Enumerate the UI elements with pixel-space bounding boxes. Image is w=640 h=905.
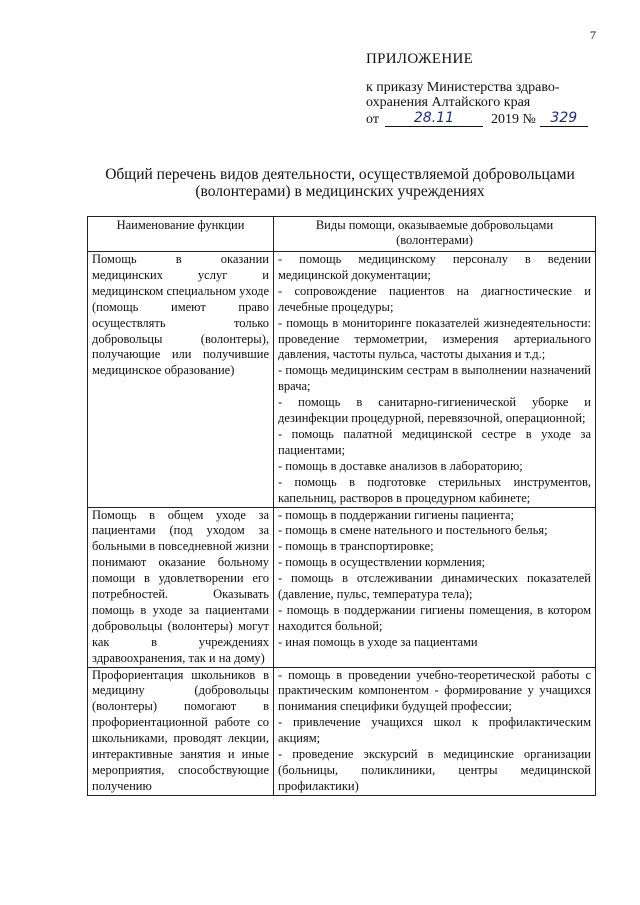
- appendix-line-1: к приказу Министерства здраво-: [366, 80, 560, 95]
- help-item: - проведение экскурсий в медицинские организации (больницы, поликлиники, центры медицинской профилактики): [278, 747, 591, 793]
- help-item: - помощь в поддержании гигиены пациента;: [278, 507, 514, 522]
- help-item: - привлечение учащихся школ к профилактическим акциям;: [278, 715, 591, 746]
- help-list-cell: [274, 252, 596, 508]
- appendix-title: ПРИЛОЖЕНИЕ: [366, 51, 474, 67]
- help-item: - помощь в осуществлении кормления;: [278, 555, 486, 570]
- help-item: - помощь в транспортировке;: [278, 539, 434, 554]
- order-date-handwritten: 28.11: [413, 110, 454, 126]
- order-number-field: [540, 111, 588, 127]
- help-item: - помощь в проведении учебно-теоретической работы с практическим компонентом - формирование у учащихся понимания специфики будущей профессии;: [278, 667, 591, 714]
- activities-table: [87, 216, 596, 796]
- table-row: [88, 667, 596, 795]
- document-title: [90, 166, 590, 200]
- help-item: - помощь в мониторинге показателей жизнедеятельности: проведение термометрии, измерения артериального давления, частоты пульса, частоты дыхания и т.д.;: [278, 315, 591, 362]
- function-cell: Помощь в общем уходе за пациентами (под уходом за больными в повседневной жизни понимают оказание больному помощи в удовлетворении его потребностей. Оказывать помощь в уходе за пациентами добровольцы (волонтеры) могут как в учреждениях здравоохранения, так и на дому): [88, 507, 274, 667]
- help-list-cell: [274, 507, 596, 667]
- order-number-handwritten: 329: [550, 110, 578, 126]
- help-item: - помощь в подготовке стерильных инструментов, капельниц, растворов в процедурном кабинете;: [278, 474, 591, 505]
- table-header-row: [88, 217, 596, 252]
- help-item: - помощь палатной медицинской сестре в уходе за пациентами;: [278, 426, 591, 457]
- order-date-field: [385, 111, 483, 127]
- table-row: [88, 252, 596, 508]
- help-item: - иная помощь в уходе за пациентами: [278, 634, 478, 649]
- table-row: [88, 507, 596, 667]
- help-item: - помощь в отслеживании динамических показателей (давление, пульс, температура тела);: [278, 571, 591, 602]
- header-help-types: Виды помощи, оказываемые добровольцами (волонтерами): [274, 217, 596, 252]
- help-item: - сопровождение пациентов на диагностические и лечебные процедуры;: [278, 283, 591, 314]
- help-list-cell: [274, 667, 596, 795]
- document-title-line-1: Общий перечень видов деятельности, осуществляемой добровольцами: [105, 166, 575, 183]
- function-cell: Профориентация школьников в медицину (добровольцы (волонтеры) помогают в профориентационной работе со школьниками, проводят лекции, интерактивные занятия и иные мероприятия, способствующие получению: [88, 667, 274, 795]
- help-item: - помощь в санитарно-гигиенической уборке и дезинфекции процедурной, перевязочной, операционной;: [278, 395, 591, 426]
- date-prefix: от: [366, 112, 379, 127]
- function-cell: Помощь в оказании медицинских услуг и медицинском специальном уходе (помощь имеют право осуществлять только добровольцы (волонтеры), получающие или получившие медицинское образование): [88, 252, 274, 508]
- header-function-name: Наименование функции: [88, 217, 274, 252]
- page-number: 7: [590, 28, 596, 42]
- help-item: - помощь в доставке анализов в лабораторию;: [278, 458, 523, 473]
- help-item: - помощь медицинскому персоналу в ведении медицинской документации;: [278, 252, 591, 282]
- order-year-number-label: 2019 №: [490, 112, 536, 127]
- document-title-line-2: (волонтерами) в медицинских учреждениях: [195, 183, 485, 200]
- help-item: - помощь в смене нательного и постельного белья;: [278, 523, 548, 538]
- help-item: - помощь медицинским сестрам в выполнении назначений врача;: [278, 363, 591, 394]
- help-item: - помощь в поддержании гигиены помещения, в котором находится больной;: [278, 602, 591, 633]
- appendix-block: [366, 52, 628, 127]
- order-date-line: [366, 111, 628, 127]
- appendix-line-2: охранения Алтайского края: [366, 95, 531, 110]
